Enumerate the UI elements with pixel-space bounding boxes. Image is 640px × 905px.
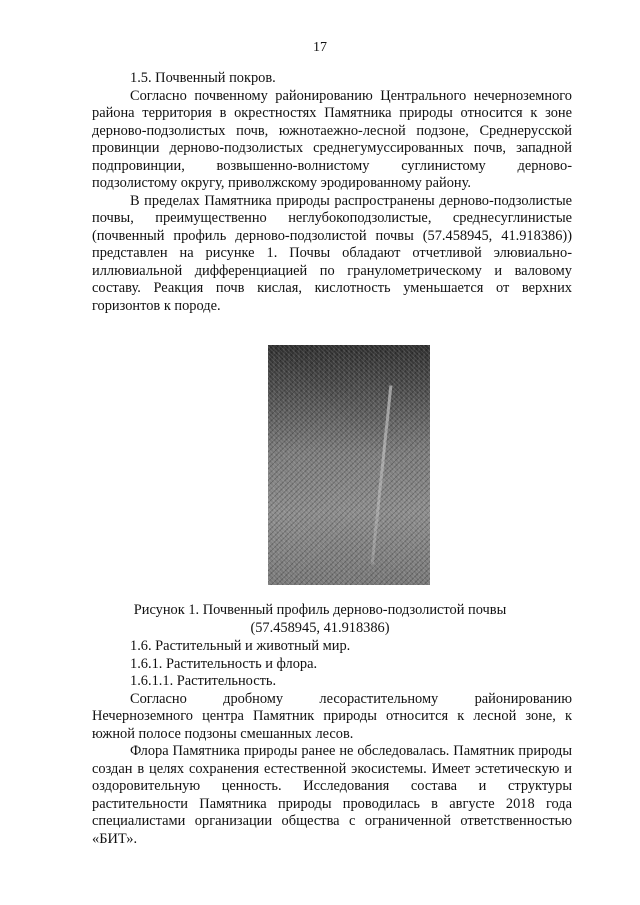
figure-caption	[60, 602, 580, 637]
page-number: 17	[313, 40, 327, 55]
soil-profile-photo	[268, 345, 430, 585]
paragraph-flora-study: Флора Памятника природы ранее не обследовалась. Памятник природы создан в целях сохранения естественной экосистемы. Имеет эстетическую и оздоровительную ценность. Исследования состава и структуры растительности Памятника природы проводилась в августе 2018 года специалистами организации общества с ограниченной ответственностью «БИТ».	[92, 743, 572, 847]
subsection-heading-1-6-1: 1.6.1. Растительность и флора.	[130, 655, 318, 672]
paragraph-forest-zoning: Согласно дробному лесорастительному районированию Нечерноземного центра Памятник природы относится к лесной зоне, к южной полосе подзоны смешанных лесов.	[92, 690, 572, 742]
figure-caption-title: Рисунок 1. Почвенный профиль дерново-подзолистой почвы	[133, 602, 507, 618]
figure-caption-coordinates: (57.458945, 41.918386)	[250, 619, 390, 636]
photo-root-streak	[371, 385, 393, 564]
section-heading-1-6: 1.6. Растительный и животный мир.	[130, 638, 351, 654]
section-flora-fauna	[92, 638, 572, 848]
paragraph-soil-description: В пределах Памятника природы распространены дерново-подзолистые почвы, преимущественно неглубокоподзолистые, среднесуглинистые (почвенный профиль дерново-подзолистой почвы (57.458945, 41.918386)) представлен на рисунке 1. Почвы обладают отчетливой элювиально-иллювиальной дифференциацией по гранулометрическому и валовому составу. Реакция почв кислая, кислотность уменьшается от верхних горизонтов к породе.	[92, 192, 572, 314]
section-heading-1-5: 1.5. Почвенный покров.	[130, 70, 276, 86]
paragraph-soil-zoning: Согласно почвенному районированию Центрального нечерноземного района территория в окрестностях Памятника природы относится к зоне дерново-подзолистых почв, южнотаежно-лесной подзоне, Среднерусской провинции дерново-подзолистых среднегумуссированных почв, западной подпровинции, возвышенно-волнистому суглинистому дерново-подзолистому округу, приволжскому эродированному району.	[92, 87, 572, 191]
subsection-heading-1-6-1-1: 1.6.1.1. Растительность.	[130, 673, 277, 689]
section-soil-cover	[92, 70, 572, 315]
